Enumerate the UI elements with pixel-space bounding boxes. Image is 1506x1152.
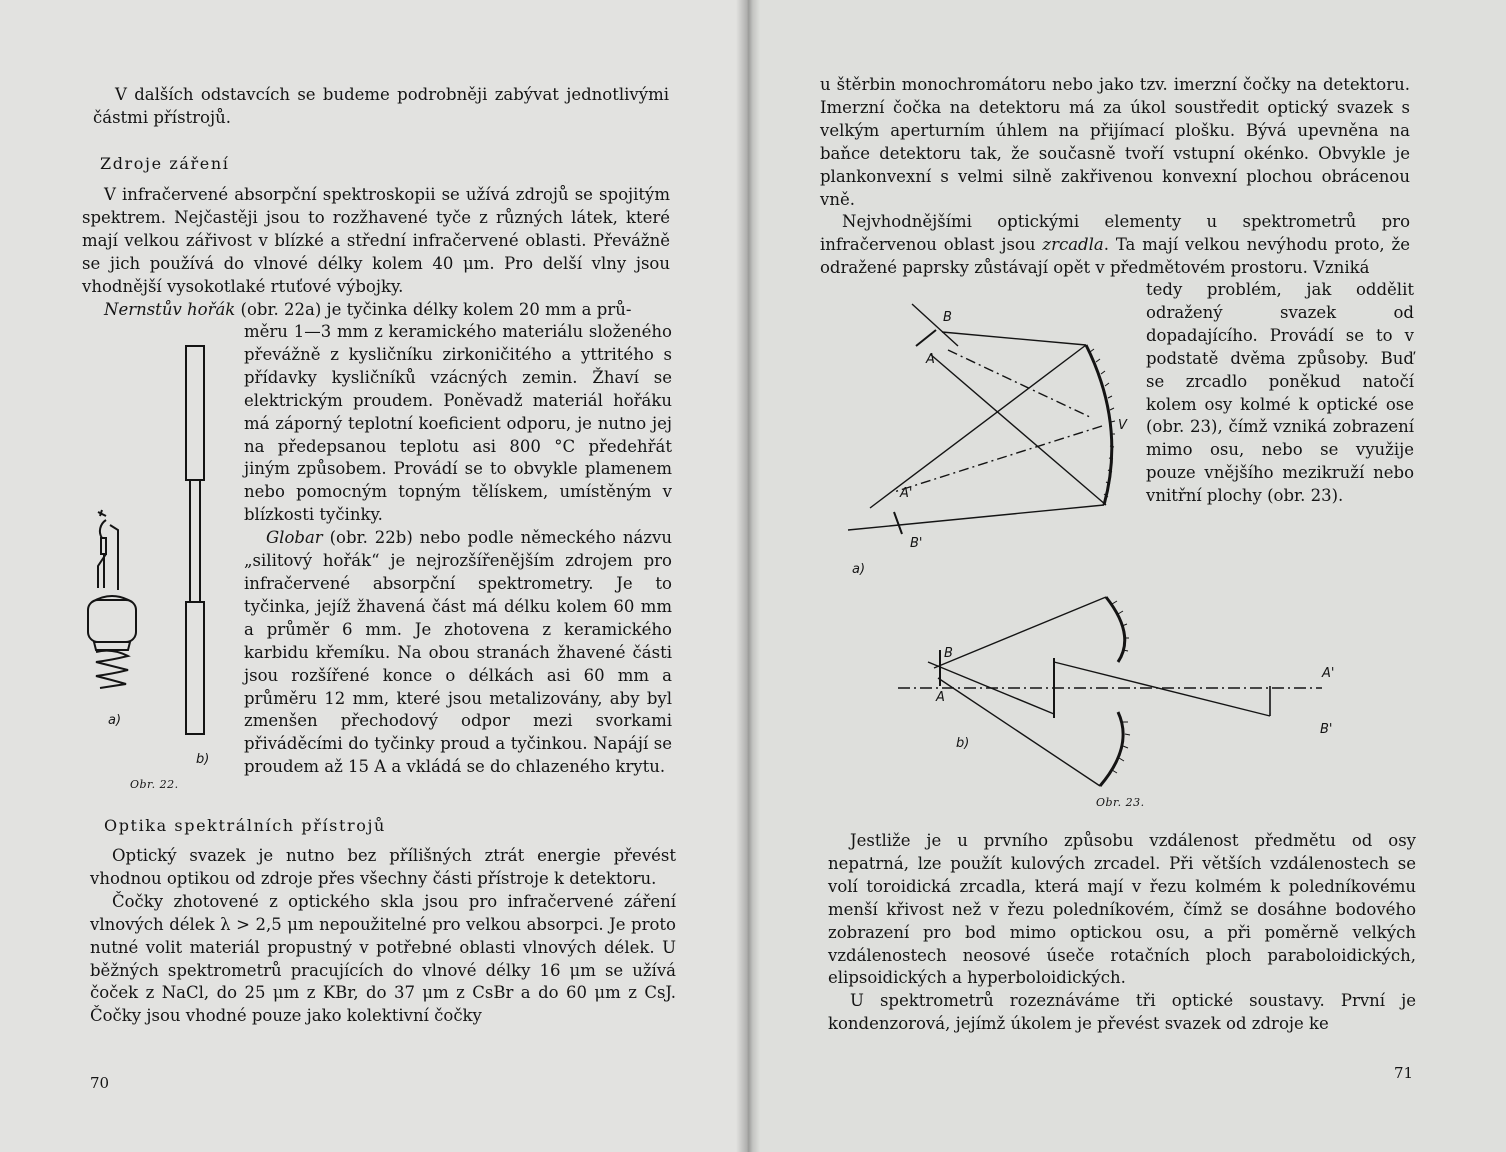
left-page	[0, 0, 748, 1152]
intro-paragraph	[93, 84, 669, 130]
globar-rod-drawing	[186, 346, 204, 734]
fig23b-label-B: B	[944, 646, 953, 661]
mirrors-term: zrcadla	[1042, 235, 1104, 255]
fig23b-mirror-lower	[1100, 712, 1123, 786]
fig23a-label-A: A	[926, 352, 935, 367]
fig23b-label-B-prime: B'	[1320, 722, 1333, 737]
systems-text: U spektrometrů rozeznáváme tři optické soustavy. První je kondenzorová, jejímž úkolem je převést svazek od zdroje ke	[828, 991, 1416, 1034]
fig23a-diagram	[848, 304, 1115, 534]
fig22-label-a: a)	[108, 713, 122, 728]
nernst-first-line: Nernstův hořák (obr. 22a) je tyčinka délky kolem 20 mm a prů-	[104, 299, 632, 319]
fig23b-label: b)	[956, 736, 970, 751]
figure-22	[76, 340, 216, 770]
globar-paragraph: Globar (obr. 22b) nebo podle německého názvu „silitový hořák“ je nejrozšířenějším zdrojem pro infračervené absorpční spektrometry. Je to tyčinka, jejíž žhavená část má délku kolem 60 mm a průměr 6 mm. Je zhotovena z keramického karbidu křemíku. Na obou stranách žhavené části jsou rozšířené konce o délkách asi 60 mm a průměru 12 mm, které jsou metalizovány, aby byl zmenšen přechodový odpor mezi svorkami přiváděcími do tyčinky proud a tyčinkou. Napájí se proudem až 15 A a vkládá se do chlazeného krytu.	[244, 528, 672, 777]
continuation-paragraph	[820, 74, 1410, 280]
fig23a-label-B-prime: B'	[910, 536, 923, 551]
optics-paragraphs	[90, 845, 676, 1028]
toroid-text: Jestliže je u prvního způsobu vzdálenost předmětu od osy nepatrná, lze použít kulových zrcadel. Při větších vzdálenostech se volí toroidická zrcadla, která mají v řezu kolmém k poledníkovému menší křivost než v řezu poledníkovém, čímž se dosáhne bodového zobrazení pro bod mimo optickou osu, a při poměrně velkých vzdálenostech neosové úseče rotačních ploch paraboloidických, elipsoidických a hyperboloidických.	[828, 831, 1416, 988]
page-number-left: 70	[90, 1074, 110, 1092]
side-text: tedy problém, jak oddělit odražený svazek od dopadajícího. Provádí se to v podstatě dvěma způsoby. Buď se zrcadlo poněkud natočí kolem osy kolmé k optické ose (obr. 23), čímž vzniká zobrazení mimo osu, nebo se využije pouze vnějšího mezikruží nebo vnitřní plochy (obr. 23).	[1146, 280, 1414, 506]
fig23b-mirror-upper	[1106, 597, 1125, 662]
intro-text: V dalších odstavcích se budeme podrobněji zabývat jednotlivými částmi přístrojů.	[93, 85, 669, 127]
fig22-label-b: b)	[196, 752, 210, 767]
nernst-paragraph	[244, 321, 672, 779]
heading-optics: Optika spektrálních přístrojů	[104, 816, 386, 835]
fig23-caption: Obr. 23.	[1096, 796, 1145, 809]
fig23a-label-B: B	[943, 310, 952, 325]
fig23a-label: a)	[852, 562, 866, 577]
lenses-text: Čočky zhotovené z optického skla jsou pro infračervené záření vlnových délek λ > 2,5 μm nepoužitelné pro velkou absorpci. Je proto nutné volit materiál propustný v potřebné oblasti vlnových délek. U běžných spektrometrů pracujících do vlnové délky 16 μm se užívá čoček z NaCl, do 25 μm z KBr, do 37 μm z CsBr a do 60 μm z CsJ. Čočky jsou vhodné pouze jako kolektivní čočky	[90, 891, 676, 1026]
mirrors-paragraph: Nejvhodnějšími optickými elementy u spektrometrů pro infračervenou oblast jsou zrcadla. Ta mají velkou nevýhodu proto, že odražené paprsky zůstávají opět v předmětovém prostoru. Vzniká	[820, 212, 1410, 278]
nernst-lamp-drawing	[88, 510, 136, 688]
nernst-term: Nernstův hořák	[104, 299, 236, 319]
sources-text: V infračervené absorpční spektroskopii se užívá zdrojů se spojitým spektrem. Nejčastěji jsou to rozžhavené tyče z různých látek, které mají velkou zářivost v blízké a střední infračervené oblasti. Převážně se jich používá do vlnové délky kolem 40 μm. Pro delší vlny jsou vhodnější vysokotlaké rtuťové výbojky.	[82, 185, 670, 296]
optics-text: Optický svazek je nutno bez přílišných ztrát energie převést vhodnou optikou od zdroje přes všechny části přístroje k detektoru.	[90, 846, 676, 888]
heading-sources: Zdroje záření	[100, 154, 230, 173]
book-gutter	[736, 0, 760, 1152]
fig23b-label-A-prime: A'	[1322, 666, 1335, 681]
fig23b-label-A: A	[936, 690, 945, 705]
fig23b-diagram	[898, 597, 1322, 786]
page-number-right: 71	[1394, 1064, 1414, 1082]
fig23a-mirror	[1086, 345, 1112, 505]
fig23a-label-V: V	[1118, 418, 1127, 433]
fig23a-label-A-prime: A'	[900, 486, 913, 501]
toroid-paragraphs	[828, 830, 1416, 1036]
globar-term: Globar	[266, 528, 323, 548]
right-page	[748, 0, 1506, 1152]
fig22-caption: Obr. 22.	[130, 778, 179, 791]
nernst-text: měru 1—3 mm z keramického materiálu složeného převážně z kysličníku zirkoničitého a yttritého s přídavky kysličníků vzácných zemin. Žhaví se elektrickým proudem. Poněvadž materiál hořáku má záporný teplotní koeficient odporu, je nutno jej na předepsanou teplotu asi 800 °C předehřát jiným způsobem. Provádí se to obvykle plamenem nebo pomocným topným tělískem, umístěným v blízkosti tyčinky.	[244, 322, 672, 525]
sources-paragraph	[82, 184, 670, 321]
continuation-text: u štěrbin monochromátoru nebo jako tzv. imerzní čočky na detektoru. Imerzní čočka na detektoru má za úkol soustředit optický svazek s velkým aperturním úhlem na přijímací plošku. Bývá upevněna na baňce detektoru tak, že současně tvoří vstupní okénko. Obvykle je plankonvexní s velmi silně zakřivenou konvexní plochou obrácenou vně.	[820, 75, 1410, 209]
